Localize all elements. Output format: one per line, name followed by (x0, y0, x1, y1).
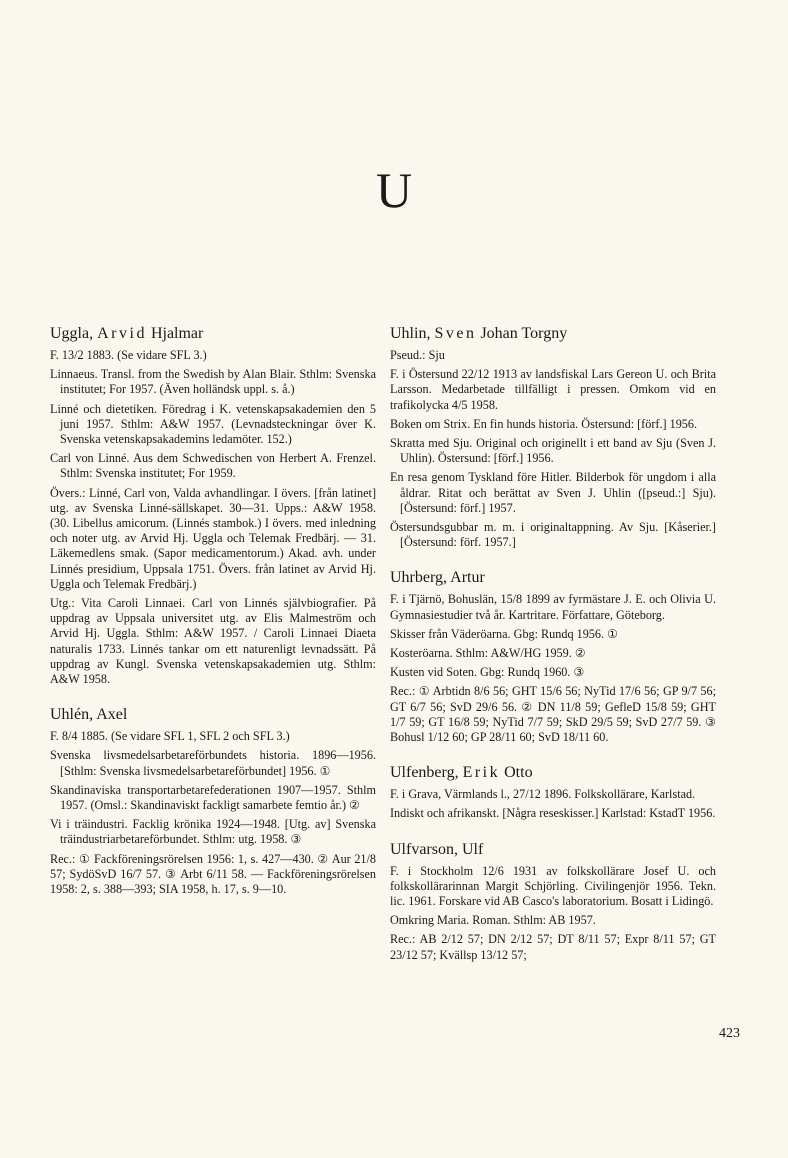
page-number: 423 (719, 1026, 740, 1041)
entry-uhrberg (390, 568, 716, 745)
entry-line: Utg.: Vita Caroli Linnaei. Carl von Linnés självbiografier. På uppdrag av Uppsala universitet utg. av Elis Malmeström och Arvid Hj. Uggla. Sthlm: A&W 1957. / Caroli Linnaei Diaeta naturalis 1733. Linnés tankar om ett naturenligt levnadssätt. På uppdrag av Kungl. Svenska vetenskapsakademien utg. Sthlm: A&W 1958. (50, 596, 376, 687)
entry-line: F. 8/4 1885. (Se vidare SFL 1, SFL 2 och SFL 3.) (50, 729, 290, 744)
entry-line: F. 13/2 1883. (Se vidare SFL 3.) (50, 348, 207, 362)
entry-heading: Uhlin, Sven Johan Torgny (390, 325, 568, 342)
left-column (50, 324, 376, 915)
entry-heading: Uhlén, Axel (50, 706, 128, 724)
entry-heading: Uhrberg, Artur (390, 569, 485, 587)
entry-line: Rec.: ① Arbtidn 8/6 56; GHT 15/6 56; NyTid 17/6 56; GP 9/7 56; GT 6/7 56; SvD 29/6 56. ② DN 11/8 59; GefleD 15/8 59; GHT 1/7 59; GT 16/8 59; NyTid 7/7 59; SkD 29/5 59; SvD 27/7 59. ③ Bohusl 1/12 60; GP 28/11 60; SvD 18/11 60. (390, 684, 716, 745)
entry-uhlen (50, 705, 376, 897)
entry-line: Rec.: AB 2/12 57; DN 2/12 57; DT 8/11 57; Expr 8/11 57; GT 23/12 57; Kvällsp 13/12 57; (390, 932, 716, 962)
entry-line: Pseud.: Sju (390, 348, 445, 362)
entry-line: Skratta med Sju. Original och originellt i ett band av Sju (Sven J. Uhlin). Östersund: [förf.] 1956. (390, 436, 716, 466)
entry-line: Vi i träindustri. Facklig krönika 1924—1948. [Utg. av] Svenska träindustriarbetareförbundet. Sthlm: utg. 1958. ③ (50, 817, 376, 847)
entry-line: Kusten vid Soten. Gbg: Rundq 1960. ③ (390, 665, 585, 680)
right-column (390, 324, 716, 981)
entry-line: Skisser från Väderöarna. Gbg: Rundq 1956. ① (390, 626, 619, 641)
entry-line: Östersundsgubbar m. m. i originaltappning. Av Sju. [Kåserier.] [Östersund: förf. 1957.] (390, 520, 716, 550)
entry-heading: Uggla, Arvid Hjalmar (50, 325, 204, 342)
entry-line: Övers.: Linné, Carl von, Valda avhandlingar. I övers. [från latinet] utg. av Svenska Linné-sällskapet. 30—31. Upps.: A&W 1958. (30. Libellus amicorum. (Linnés stambok.) I övers. med inledning och noter utg. av Arvid Hj. Uggla och Telemak Fredbärj. — 31. Läkemedlens smak. (Sapor medicamentorum.) Akad. avh. under Linnés presidium, Uppsala 1751. Övers. från latinet av Arvid Hj. Uggla och Telemak Fredbärj.) (50, 485, 376, 591)
entry-line: En resa genom Tyskland före Hitler. Bilderbok för ungdom i alla åldrar. Ritat och berättat av Sven J. Uhlin ([pseud.:] Sju). [Östersund: förf.] 1957. (390, 470, 716, 515)
entry-uhlin (390, 324, 716, 550)
entry-line: Rec.: ① Fackföreningsrörelsen 1956: 1, s. 427—430. ② Aur 21/8 57; SydöSvD 16/7 57. ③ Arbt 6/11 58. — Fackföreningsrörelsen 1958: 2, s. 388—393; SIA 1958, h. 17, s. 9—10. (50, 851, 376, 897)
entry-line: Omkring Maria. Roman. Sthlm: AB 1957. (390, 913, 596, 928)
entry-ulfvarson (390, 840, 716, 963)
entry-line: Carl von Linné. Aus dem Schwedischen von Herbert A. Frenzel. Sthlm: Svenska institutet; For 1959. (50, 451, 376, 481)
entry-line: F. i Stockholm 12/6 1931 av folkskollärare Josef U. och folkskollärarinnan Margit Schjörling. Civilingenjör 1956. Tekn. lic. 1961. Forskare vid AB Casco's laboratorium. Bosatt i Lidingö. (390, 863, 716, 909)
entry-line: Kosteröarna. Sthlm: A&W/HG 1959. ② (390, 646, 586, 661)
entry-line: Boken om Strix. En fin hunds historia. Östersund: [förf.] 1956. (390, 416, 698, 431)
entry-heading: Ulfenberg, Erik Otto (390, 764, 533, 782)
entry-uggla (50, 324, 376, 687)
section-letter: U (375, 162, 413, 218)
entry-ulfenberg (390, 763, 716, 821)
entry-line: Indiskt och afrikanskt. [Några reseskisser.] Karlstad: KstadT 1956. (390, 806, 716, 821)
entry-line: Svenska livsmedelsarbetareförbundets historia. 1896—1956. [Sthlm: Svenska livsmedelsarbetareförbundet] 1956. ① (50, 748, 376, 778)
entry-line: F. i Östersund 22/12 1913 av landsfiskal Lars Gereon U. och Brita Larsson. Medarbetade tillfälligt i pressen. Omkom vid en trafikolycka 4/5 1958. (390, 367, 716, 412)
entry-line: F. i Tjärnö, Bohuslän, 15/8 1899 av fyrmästare J. E. och Olivia U. Gymnasiestudier två år. Kartritare. Författare, Göteborg. (390, 592, 716, 622)
entry-line: Skandinaviska transportarbetarefederationen 1907—1957. Sthlm 1957. (Omsl.: Skandinaviskt fackligt samarbete femtio år.) ② (50, 782, 376, 813)
entry-heading: Ulfvarson, Ulf (390, 840, 484, 858)
entry-line: F. i Grava, Värmlands l., 27/12 1896. Folkskollärare, Karlstad. (390, 787, 696, 802)
entry-line: Linné och dietetiken. Föredrag i K. vetenskapsakademien den 5 juni 1957. Sthlm: A&W 1957. (Levnadsteckningar över K. Svenska vetenskapsakademins ledamöter. 152.) (50, 401, 376, 447)
entry-line: Linnaeus. Transl. from the Swedish by Alan Blair. Sthlm: Svenska institutet; For 1957. (Även holländsk uppl. s. å.) (50, 367, 376, 397)
